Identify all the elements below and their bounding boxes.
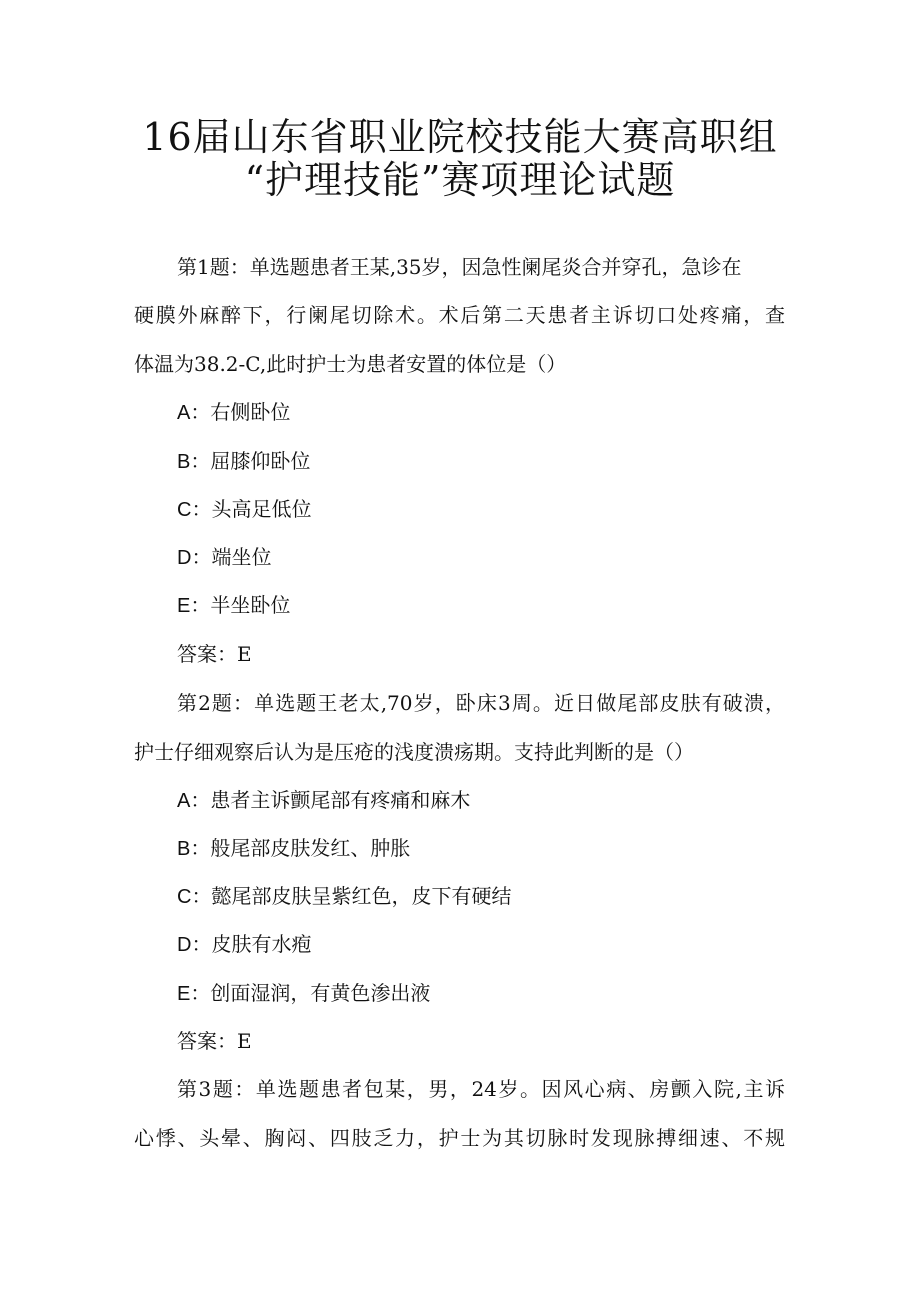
question-2-option-a: [177, 786, 470, 815]
question-2-line-2: 护士仔细观察后认为是压疮的浅度溃疡期。支持此判断的是（）: [134, 740, 694, 764]
question-1-line-1: 第1题：单选题患者王某,35岁，因急性阑尾炎合并穿孔，急诊在: [177, 255, 742, 279]
option-label: D：: [177, 547, 212, 569]
option-text: 懿尾部皮肤呈紫红色，皮下有硬结: [211, 884, 512, 908]
question-1-option-c: [177, 495, 311, 524]
option-label: A：: [177, 402, 211, 424]
option-label: D：: [177, 934, 212, 956]
question-1-option-b: [177, 447, 310, 476]
option-label: C：: [177, 886, 212, 908]
option-text: 屈膝仰卧位: [210, 449, 311, 473]
option-text: 端坐位: [211, 545, 272, 569]
option-label: E：: [177, 595, 211, 617]
question-1-option-d: [177, 543, 271, 572]
option-label: E：: [177, 983, 211, 1005]
question-3-line-1: 第3题：单选题患者包某，男，24岁。因风心病、房颤入院,主诉: [177, 1077, 785, 1101]
question-1-answer: 答案：E: [177, 642, 252, 666]
question-2-line-1: 第2题：单选题王老太,70岁，卧床3周。近日做尾部皮肤有破溃，: [177, 691, 785, 715]
question-2-option-b: [177, 834, 410, 863]
question-2-option-e: [177, 979, 430, 1008]
option-label: B：: [177, 838, 211, 860]
option-text: 般尾部皮肤发红、肿胀: [210, 836, 411, 860]
option-text: 半坐卧位: [210, 593, 291, 617]
question-1-line-2: 硬膜外麻醉下，行阑尾切除术。术后第二天患者主诉切口处疼痛，查: [134, 303, 785, 327]
question-2-option-c: [177, 882, 511, 911]
document-title-line-1: 16届山东省职业院校技能大赛高职组: [142, 115, 778, 159]
question-1-option-a: [177, 398, 290, 427]
question-1-line-3: 体温为38.2-C,此时护士为患者安置的体位是（）: [134, 352, 567, 376]
question-1-option-e: [177, 591, 290, 620]
option-text: 右侧卧位: [210, 400, 291, 424]
option-text: 患者主诉颤尾部有疼痛和麻木: [210, 788, 471, 812]
option-text: 创面湿润，有黄色渗出液: [210, 981, 431, 1005]
question-2-option-d: [177, 930, 311, 959]
option-label: A：: [177, 790, 211, 812]
option-text: 头高足低位: [211, 497, 312, 521]
option-text: 皮肤有水疱: [211, 932, 312, 956]
option-label: C：: [177, 499, 212, 521]
option-label: B：: [177, 451, 211, 473]
document-title-line-2: “护理技能”赛项理论试题: [244, 158, 676, 202]
question-3-line-2: 心悸、头晕、胸闷、四肢乏力，护士为其切脉时发现脉搏细速、不规: [134, 1126, 785, 1150]
question-2-answer: 答案：E: [177, 1029, 252, 1053]
